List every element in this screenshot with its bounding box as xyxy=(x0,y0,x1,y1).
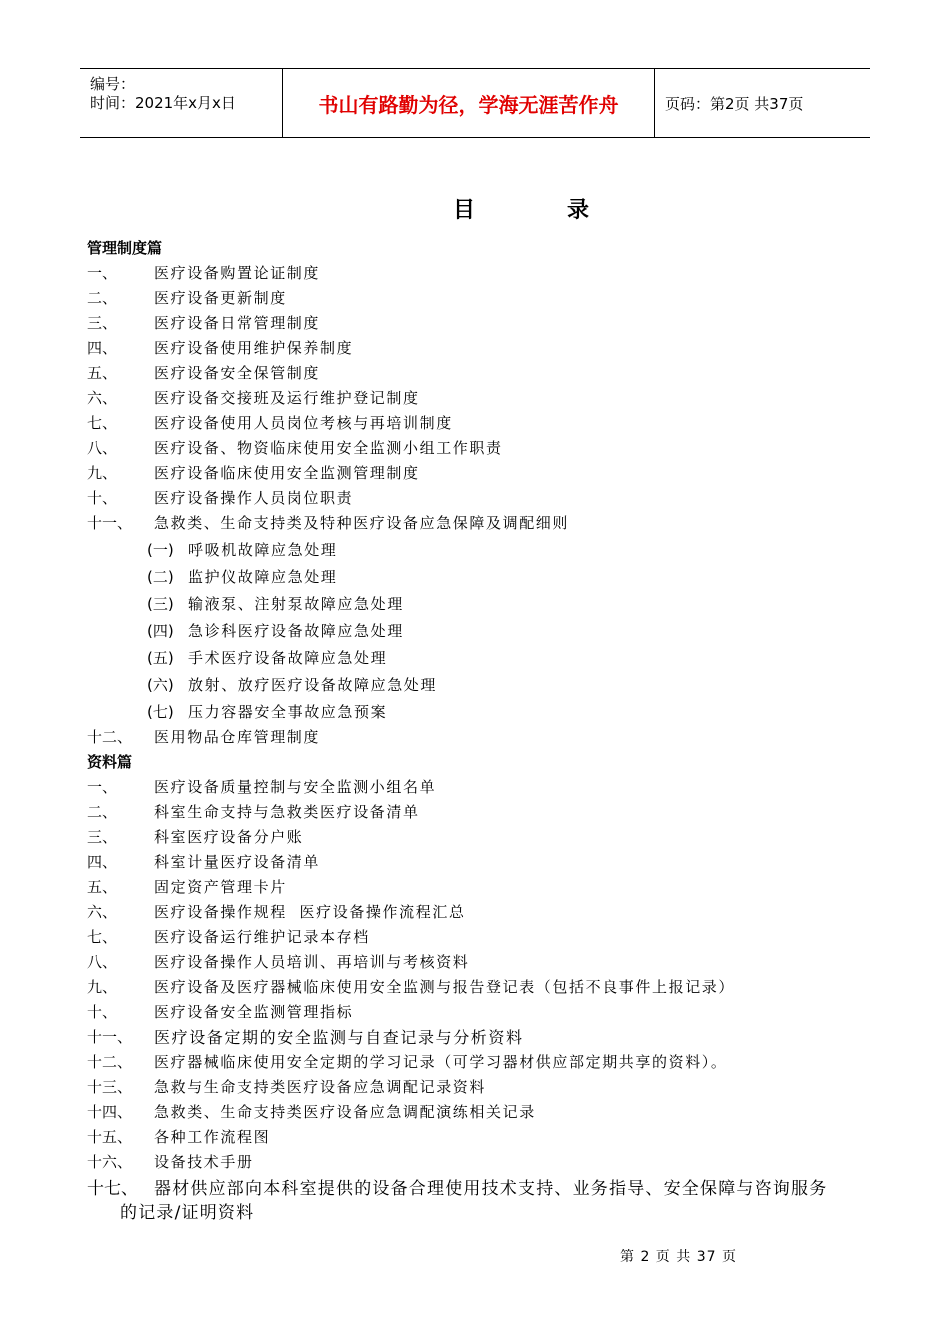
toc-subitem-number: (一) xyxy=(147,541,174,559)
header-page-info: 页码：第2页 共37页 xyxy=(665,94,804,113)
toc-title: 目录 xyxy=(452,198,681,223)
header-motto: 书山有路勤为径，学海无涯苦作舟 xyxy=(318,92,619,117)
toc-item-number: 四、 xyxy=(87,339,118,357)
toc-item-text: 医疗设备操作人员培训、再培训与考核资料 xyxy=(154,953,470,971)
toc-item-number: 五、 xyxy=(87,878,118,896)
toc-item-number: 十六、 xyxy=(87,1153,133,1171)
toc-subitem-number: (六) xyxy=(147,676,174,694)
toc-item-text: 急救类、生命支持类医疗设备应急调配演练相关记录 xyxy=(154,1103,536,1121)
toc-item-number: 十二、 xyxy=(87,1053,133,1071)
toc-item-text: 急救与生命支持类医疗设备应急调配记录资料 xyxy=(154,1078,487,1096)
toc-item-text: 医疗设备临床使用安全监测管理制度 xyxy=(154,464,420,482)
toc-subitem-text: 监护仪故障应急处理 xyxy=(188,568,338,586)
toc-item-text: 医疗设备操作规程 医疗设备操作流程汇总 xyxy=(154,903,466,921)
toc-item-number: 一、 xyxy=(87,778,118,796)
toc-item-text: 医疗设备、物资临床使用安全监测小组工作职责 xyxy=(154,439,503,457)
toc-subitem-number: (二) xyxy=(147,568,174,586)
toc-subitem-number: (五) xyxy=(147,649,174,667)
toc-subitem-text: 压力容器安全事故应急预案 xyxy=(188,703,388,721)
toc-subitem-number: (七) xyxy=(147,703,174,721)
toc-item-text: 医疗设备安全保管制度 xyxy=(154,364,321,382)
toc-item-number: 八、 xyxy=(87,439,118,457)
toc-item-number: 十五、 xyxy=(87,1128,133,1146)
toc-item-text: 医用物品仓库管理制度 xyxy=(154,728,321,746)
toc-item-number: 九、 xyxy=(87,464,118,482)
toc-item-number: 十、 xyxy=(87,1003,118,1021)
toc-item-text: 医疗设备运行维护记录本存档 xyxy=(154,928,370,946)
toc-item-continuation: 的记录/证明资料 xyxy=(120,1203,255,1223)
toc-subitem-text: 放射、放疗医疗设备故障应急处理 xyxy=(188,676,438,694)
header-date-label: 时间：2021年x月x日 xyxy=(90,94,236,112)
toc-item-text: 医疗设备安全监测管理指标 xyxy=(154,1003,354,1021)
toc-item-number: 四、 xyxy=(87,853,118,871)
toc-item-text: 医疗设备定期的安全监测与自查记录与分析资料 xyxy=(154,1028,524,1047)
toc-item-number: 八、 xyxy=(87,953,118,971)
toc-item-number: 五、 xyxy=(87,364,118,382)
section-title: 资料篇 xyxy=(87,753,133,771)
toc-item-text: 医疗设备购置论证制度 xyxy=(154,264,321,282)
toc-item-number: 一、 xyxy=(87,264,118,282)
toc-item-text: 医疗设备使用维护保养制度 xyxy=(154,339,354,357)
toc-item-text: 医疗器械临床使用安全定期的学习记录（可学习器材供应部定期共享的资料）。 xyxy=(154,1053,728,1071)
toc-item-number: 二、 xyxy=(87,289,118,307)
toc-item-text: 医疗设备及医疗器械临床使用安全监测与报告登记表（包括不良事件上报记录） xyxy=(154,978,736,996)
toc-item-text: 医疗设备日常管理制度 xyxy=(154,314,321,332)
toc-item-text: 医疗设备使用人员岗位考核与再培训制度 xyxy=(154,414,453,432)
header-meta xyxy=(80,69,282,137)
toc-subitem-text: 输液泵、注射泵故障应急处理 xyxy=(188,595,404,613)
toc-item-number: 六、 xyxy=(87,903,118,921)
page-footer: 第 2 页 共 37 页 xyxy=(620,1249,737,1265)
toc-item-text: 医疗设备更新制度 xyxy=(154,289,287,307)
toc-item-number: 七、 xyxy=(87,414,118,432)
toc-item-number: 二、 xyxy=(87,803,118,821)
toc-subitem-text: 手术医疗设备故障应急处理 xyxy=(188,649,388,667)
toc-item-number: 九、 xyxy=(87,978,118,996)
toc-item-text: 科室计量医疗设备清单 xyxy=(154,853,321,871)
toc-subitem-number: (四) xyxy=(147,622,174,640)
toc-subitem-number: (三) xyxy=(147,595,174,613)
toc-subitem-text: 呼吸机故障应急处理 xyxy=(188,541,338,559)
toc-item-number: 十七、 xyxy=(87,1179,138,1199)
toc-item-text: 各种工作流程图 xyxy=(154,1128,271,1146)
toc-item-number: 七、 xyxy=(87,928,118,946)
toc-item-number: 十四、 xyxy=(87,1103,133,1121)
toc-item-number: 六、 xyxy=(87,389,118,407)
section-title: 管理制度篇 xyxy=(87,239,163,257)
toc-item-text: 固定资产管理卡片 xyxy=(154,878,287,896)
toc-item-text: 科室生命支持与急救类医疗设备清单 xyxy=(154,803,420,821)
toc-item-text: 设备技术手册 xyxy=(154,1153,254,1171)
toc-item-number: 十三、 xyxy=(87,1078,133,1096)
toc-item-text: 器材供应部向本科室提供的设备合理使用技术支持、业务指导、安全保障与咨询服务 xyxy=(154,1179,828,1199)
toc-item-text: 急救类、生命支持类及特种医疗设备应急保障及调配细则 xyxy=(154,514,570,532)
page-header xyxy=(80,68,870,138)
toc-item-number: 十二、 xyxy=(87,728,133,746)
toc-item-number: 十、 xyxy=(87,489,118,507)
toc-item-text: 医疗设备操作人员岗位职责 xyxy=(154,489,354,507)
toc-item-number: 十一、 xyxy=(87,1028,133,1046)
toc-item-number: 三、 xyxy=(87,828,118,846)
toc-subitem-text: 急诊科医疗设备故障应急处理 xyxy=(188,622,404,640)
toc-item-text: 医疗设备质量控制与安全监测小组名单 xyxy=(154,778,437,796)
toc-item-text: 医疗设备交接班及运行维护登记制度 xyxy=(154,389,420,407)
toc-item-number: 三、 xyxy=(87,314,118,332)
toc-item-number: 十一、 xyxy=(87,514,133,532)
header-code-label: 编号： xyxy=(90,75,136,93)
toc-item-text: 科室医疗设备分户账 xyxy=(154,828,304,846)
